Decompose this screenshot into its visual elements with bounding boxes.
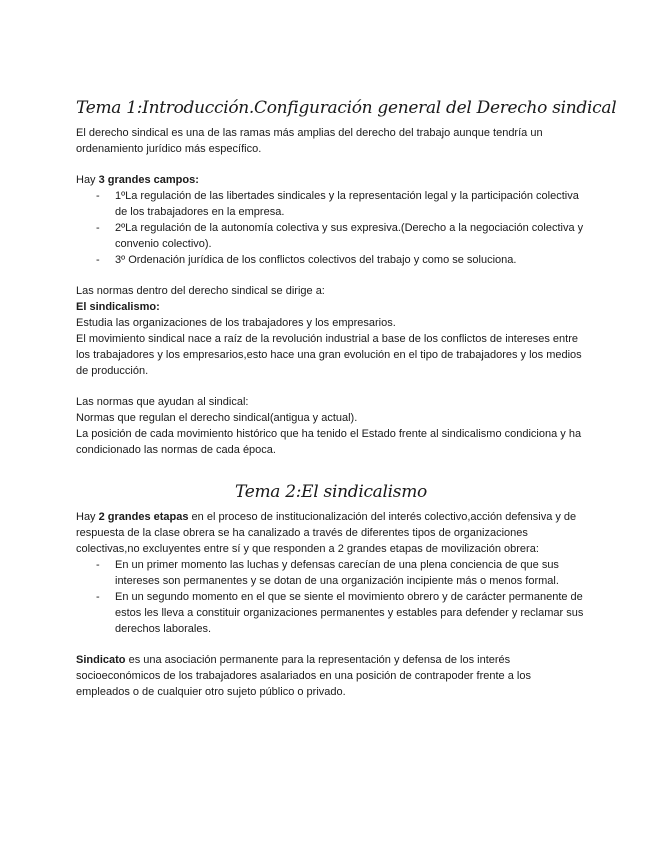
list-item: - 2ºLa regulación de la autonomía colectiva y sus expresiva.(Derecho a la negociación colectiva y convenio colectivo). (115, 220, 586, 252)
sindicalismo-estudia: Estudia las organizaciones de los trabajadores y los empresarios. (76, 317, 396, 329)
campos-prefix: Hay (76, 174, 99, 186)
etapas-bold: 2 grandes etapas (98, 511, 189, 523)
sindicalismo-bold: El sindicalismo: (76, 301, 160, 313)
document-page (76, 96, 617, 700)
etapas-paragraph (76, 509, 586, 557)
sindicato-definition (76, 652, 586, 700)
list-item: - En un primer momento las luchas y defensas carecían de una plena conciencia de que sus intereses son permanentes y se dotan de una organización incipiente más o menos formal. (115, 557, 586, 589)
tema1-intro: El derecho sindical es una de las ramas más amplias del derecho del trabajo aunque tendría un ordenamiento jurídico más específico. (76, 127, 543, 155)
campos-list (76, 188, 586, 268)
campos-bold: 3 grandes campos: (98, 174, 199, 186)
posicion-paragraph: La posición de cada movimiento histórico que ha tenido el Estado frente al sindicalismo condiciona y ha condicionado las normas de cada época. (76, 428, 582, 456)
normas-regulan: Normas que regulan el derecho sindical(antigua y actual). (76, 412, 358, 424)
normas-dirige: Las normas dentro del derecho sindical se dirige a: (76, 285, 325, 297)
etapas-prefix: Hay (76, 511, 99, 523)
sindicato-text: es una asociación permanente para la representación y defensa de los interés socioeconómicos de los trabajadores asalariados en una posición de contrapoder frente a los empleados o de cualquier otro sujeto público o privado. (76, 654, 531, 698)
spacer (76, 268, 586, 283)
spacer (76, 637, 586, 652)
spacer (76, 379, 586, 394)
campos-heading (76, 172, 586, 188)
list-item: - En un segundo momento en el que se siente el movimiento obrero y de carácter permanente de estos les lleva a constituir organizaciones permanentes y estables para defender y reclamar sus derechos laborales. (115, 589, 586, 637)
normas-ayudan: Las normas que ayudan al sindical: (76, 396, 249, 408)
etapas-text: en el proceso de institucionalización del interés colectivo,acción defensiva y de respuesta de la clase obrera se ha canalizado a través de diferentes tipos de organizaciones colectivas,no excluyentes entre sí y que responden a 2 grandes etapas de movilización obrera: (76, 511, 577, 555)
sindicalismo-movimiento: El movimiento sindical nace a raíz de la revolución industrial a base de los conflictos de intereses entre los trabajadores y los empresarios,esto hace una gran evolución en el tipo de trabajadores y los medios de producción. (76, 333, 582, 377)
spacer (76, 157, 586, 172)
list-item: - 3º Ordenación jurídica de los conflictos colectivos del trabajo y como se soluciona. (115, 252, 586, 268)
list-item: - 1ºLa regulación de las libertades sindicales y la representación legal y la participación colectiva de los trabajadores en la empresa. (115, 188, 586, 220)
etapas-list (76, 557, 586, 637)
sindicato-bold: Sindicato (76, 654, 126, 666)
sindicalismo-heading (76, 299, 586, 315)
tema2-title: Tema 2:El sindicalismo (235, 482, 427, 502)
tema1-title: Tema 1:Introducción.Configuración general del Derecho sindical (76, 98, 617, 118)
